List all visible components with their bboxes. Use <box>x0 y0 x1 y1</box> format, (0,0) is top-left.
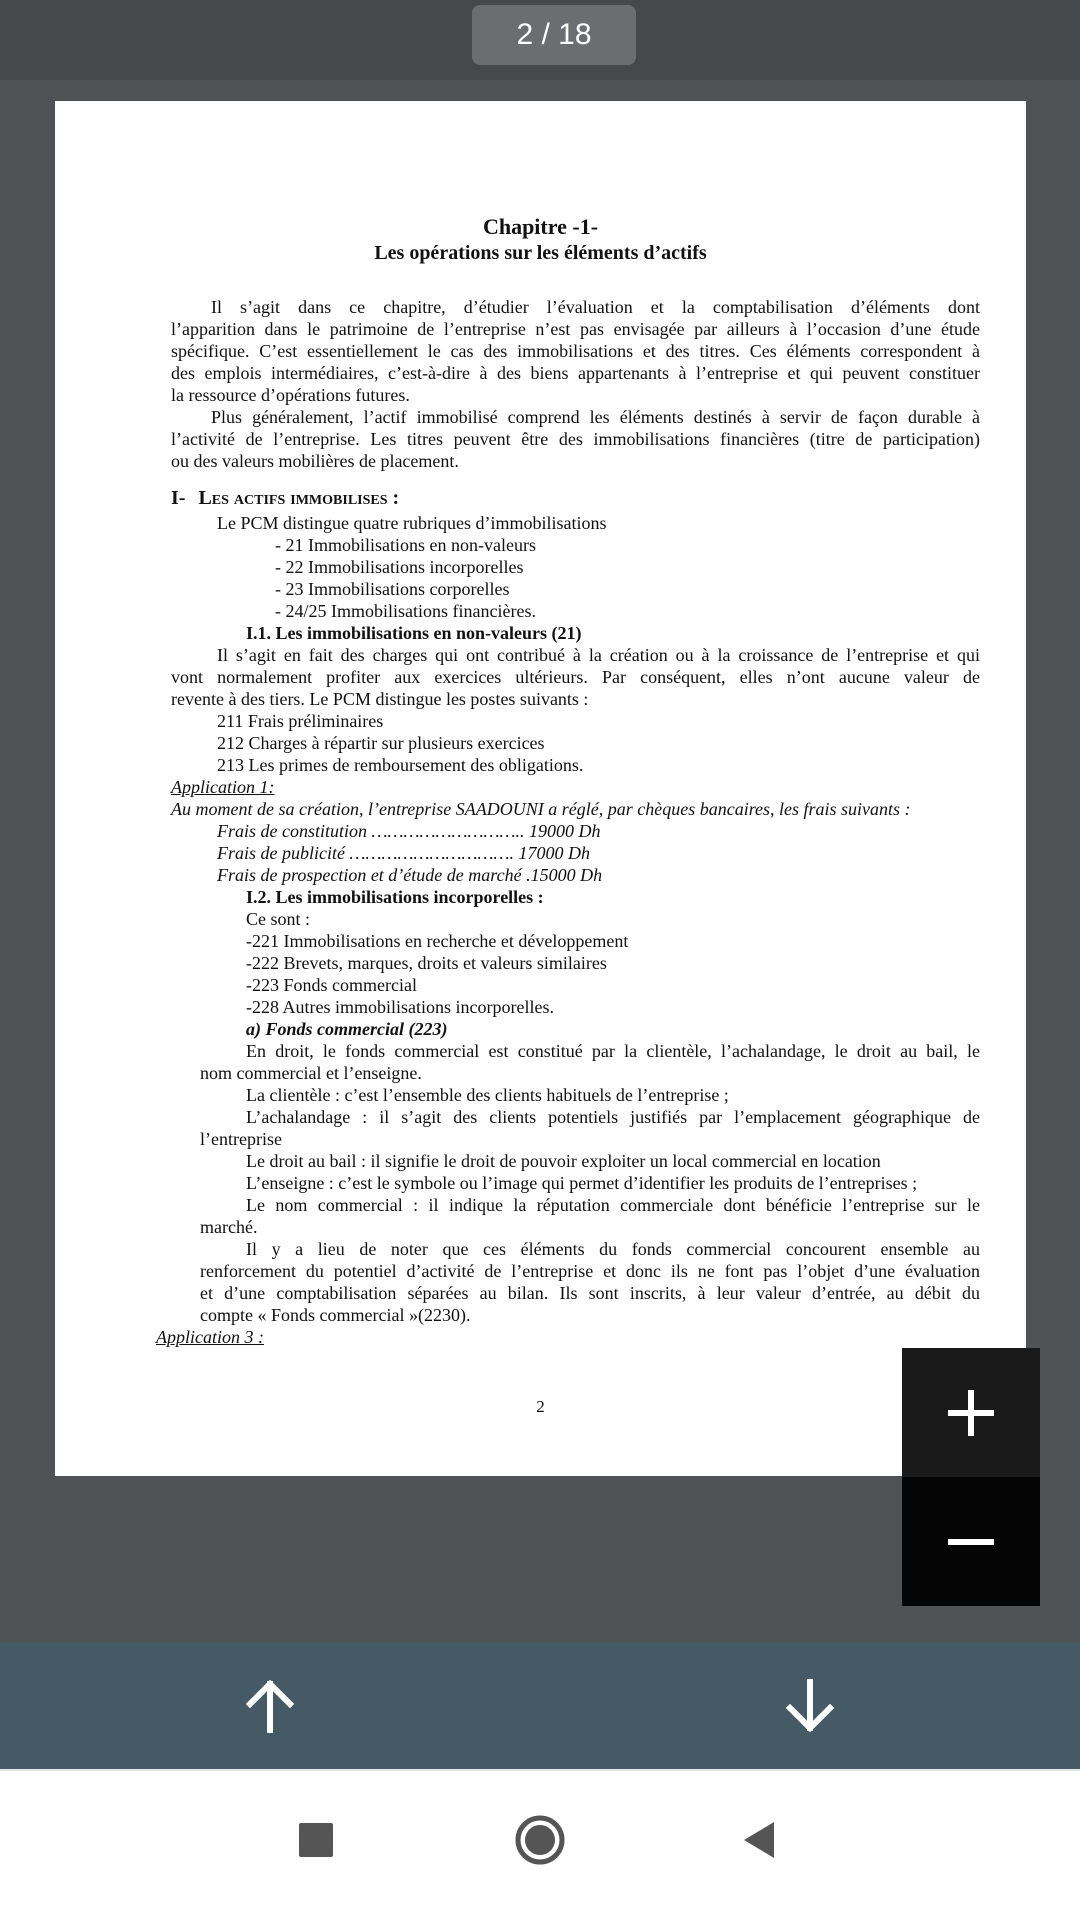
body-line: Il s’agit en fait des charges qui ont contribué à la création ou à la croissance de l’entreprise et qui <box>217 645 980 665</box>
recents-button[interactable] <box>256 1771 376 1909</box>
fonds-line: En droit, le fonds commercial est constitué par la clientèle, l’achalandage, le droit au bail, le <box>246 1041 980 1061</box>
rubrique-item: - 21 Immobilisations en non-valeurs <box>275 535 536 555</box>
application-label: Application 1: <box>171 777 275 797</box>
zoom-in-button[interactable] <box>902 1348 1040 1477</box>
fonds-line: L’achalandage : il s’agit des clients potentiels justifiés par l’emplacement géographique de <box>246 1107 980 1127</box>
fonds-line: renforcement du potentiel d’activité de l’entreprise et donc ils ne font pas l’objet d’une évaluation <box>200 1261 980 1281</box>
page-number: 2 <box>536 1397 545 1416</box>
incorporelle-item: -228 Autres immobilisations incorporelles. <box>246 997 554 1017</box>
body-line: vont normalement profiter aux exercices ultérieurs. Par conséquent, elles n’ont aucune valeur de <box>171 667 980 687</box>
frais-item: Frais de prospection et d’étude de marché .15000 Dh <box>217 865 603 885</box>
frais-item: Frais de constitution ……………………….. 19000 Dh <box>217 821 601 841</box>
minus-icon <box>948 1539 994 1545</box>
section-heading <box>171 487 980 509</box>
fonds-line: l’entreprise <box>200 1129 282 1149</box>
fonds-line: La clientèle : c’est l’ensemble des clients habituels de l’entreprise ; <box>246 1085 729 1105</box>
rubrique-item: - 23 Immobilisations corporelles <box>275 579 510 599</box>
incorporelle-item: -222 Brevets, marques, droits et valeurs similaires <box>246 953 607 973</box>
subsection-title: I.2. Les immobilisations incorporelles : <box>246 887 544 907</box>
circle-icon <box>514 1814 566 1866</box>
intro-line: Il s’agit dans ce chapitre, d’étudier l’évaluation et la comptabilisation d’éléments dont <box>211 297 980 317</box>
intro-line: la ressource d’opérations futures. <box>171 385 410 405</box>
application-label: Application 3 : <box>156 1327 264 1347</box>
page-navigation-bar <box>0 1642 1080 1769</box>
fonds-line: marché. <box>200 1217 258 1237</box>
page-indicator: 2 / 18 <box>472 5 636 65</box>
section-title: Les actifs immobilises : <box>198 487 400 509</box>
fonds-line: L’enseigne : c’est le symbole ou l’image qui permet d’identifier les produits de l’entreprises ; <box>246 1173 918 1193</box>
intro-line: spécifique. C’est essentiellement le cas des immobilisations et des titres. Ces éléments correspondent à <box>171 341 980 361</box>
arrow-up-icon <box>242 1678 298 1734</box>
fonds-line: et d’une comptabilisation séparées au bilan. Ils sont inscrits, à leur valeur d’entrée, au débit du <box>200 1283 980 1303</box>
intro-line: l’activité de l’entreprise. Les titres peuvent être des immobilisations financières (titre de participation) <box>171 429 980 449</box>
frais-item: Frais de publicité …………………………. 17000 Dh <box>217 843 591 863</box>
fonds-line: compte « Fonds commercial »(2230). <box>200 1305 471 1325</box>
back-button[interactable] <box>700 1771 820 1909</box>
poste-item: 213 Les primes de remboursement des obligations. <box>217 755 584 775</box>
pdf-page[interactable] <box>55 101 1026 1476</box>
square-icon <box>299 1823 333 1857</box>
poste-item: 211 Frais préliminaires <box>217 711 384 731</box>
fonds-line: nom commercial et l’enseigne. <box>200 1063 422 1083</box>
next-page-button[interactable] <box>730 1642 890 1769</box>
poste-item: 212 Charges à répartir sur plusieurs exercices <box>217 733 545 753</box>
zoom-out-button[interactable] <box>902 1477 1040 1606</box>
incorporelle-item: -223 Fonds commercial <box>246 975 417 995</box>
rubrique-item: - 22 Immobilisations incorporelles <box>275 557 524 577</box>
previous-page-button[interactable] <box>190 1642 350 1769</box>
section-intro: Le PCM distingue quatre rubriques d’immobilisations <box>217 513 607 533</box>
plus-icon <box>948 1390 994 1436</box>
body-line: Ce sont : <box>246 909 311 929</box>
subsection-title: I.1. Les immobilisations en non-valeurs (21) <box>246 623 582 643</box>
system-navigation-bar <box>0 1769 1080 1909</box>
intro-line: Plus généralement, l’actif immobilisé comprend les éléments destinés à servir de façon durable à <box>211 407 980 427</box>
document-content <box>55 101 1026 1476</box>
zoom-controls <box>902 1348 1040 1606</box>
fonds-line: Le droit au bail : il signifie le droit de pouvoir exploiter un local commercial en location <box>246 1151 881 1171</box>
rubrique-item: - 24/25 Immobilisations financières. <box>275 601 536 621</box>
fonds-line: Le nom commercial : il indique la réputation commerciale dont bénéficie l’entreprise sur le <box>246 1195 980 1215</box>
intro-line: l’apparition dans le patrimoine de l’entreprise n’est pas envisagée par ailleurs à l’occasion d’une étude <box>171 319 980 339</box>
fonds-line: Il y a lieu de noter que ces éléments du fonds commercial concourent ensemble au <box>246 1239 980 1259</box>
fonds-title: a) Fonds commercial (223) <box>246 1019 448 1039</box>
intro-line: ou des valeurs mobilières de placement. <box>171 451 459 471</box>
intro-line: des emplois intermédiaires, c’est-à-dire à des biens appartenants à l’entreprise et qui peuvent constituer <box>171 363 980 383</box>
arrow-down-icon <box>782 1678 838 1734</box>
chapter-subtitle: Les opérations sur les éléments d’actifs <box>374 242 707 264</box>
body-line: revente à des tiers. Le PCM distingue les postes suivants : <box>171 689 589 709</box>
triangle-back-icon <box>740 1820 780 1860</box>
section-number: I- <box>171 487 186 509</box>
application-text: Au moment de sa création, l’entreprise SAADOUNI a réglé, par chèques bancaires, les frais suivants : <box>171 799 911 819</box>
home-button[interactable] <box>480 1771 600 1909</box>
incorporelle-item: -221 Immobilisations en recherche et développement <box>246 931 629 951</box>
chapter-title: Chapitre -1- <box>482 214 599 239</box>
